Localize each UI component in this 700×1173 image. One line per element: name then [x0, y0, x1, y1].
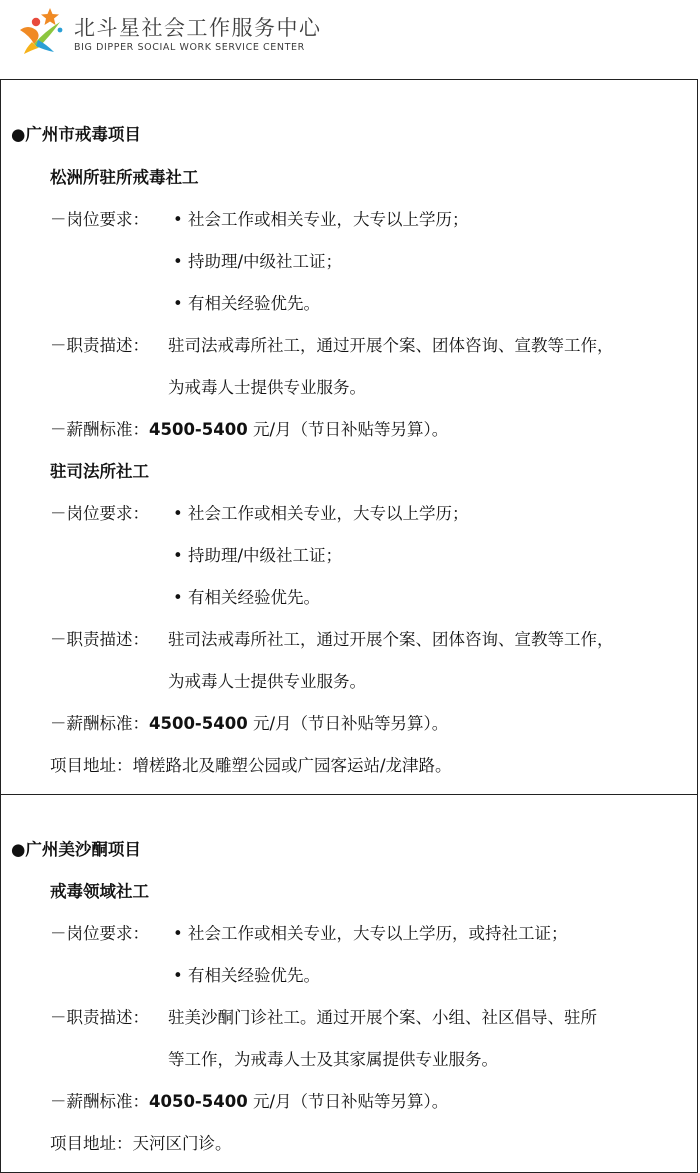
big-dipper-logo-icon [14, 6, 70, 56]
requirement-label: －岗位要求： [50, 504, 149, 523]
salary-label: －薪酬标准： [50, 420, 149, 439]
duty-text: 驻美沙酮门诊社工。通过开展个案、小组、社区倡导、驻所 [168, 1008, 597, 1027]
salary-line [50, 1091, 448, 1113]
duty-label: －职责描述： [50, 1008, 149, 1027]
salary-value: 4050-5400 [149, 1092, 248, 1111]
section-title: ●广州美沙酮项目 [11, 840, 141, 859]
requirement-label: －岗位要求： [50, 210, 149, 229]
org-name-en: BIG DIPPER SOCIAL WORK SERVICE CENTER [74, 42, 305, 53]
requirement-item: • 有相关经验优先。 [173, 588, 320, 607]
requirement-item: • 持助理/中级社工证； [173, 252, 343, 271]
job-title: 松洲所驻所戒毒社工 [50, 168, 199, 187]
duty-text: 驻司法戒毒所社工，通过开展个案、团体咨询、宣教等工作， [168, 630, 614, 649]
requirement-item: • 社会工作或相关专业，大专以上学历，或持社工证； [173, 924, 568, 943]
requirement-item: • 社会工作或相关专业，大专以上学历； [173, 210, 469, 229]
project-address: 项目地址：增槎路北及雕塑公园或广园客运站/龙津路。 [50, 756, 452, 775]
requirement-item: • 有相关经验优先。 [173, 294, 320, 313]
duty-text: 等工作，为戒毒人士及其家属提供专业服务。 [168, 1050, 498, 1069]
job-title: 戒毒领域社工 [50, 882, 149, 901]
salary-label: －薪酬标准： [50, 1092, 149, 1111]
project-section-guangzhou-rehab [0, 79, 698, 795]
requirement-item: • 有相关经验优先。 [173, 966, 320, 985]
salary-line [50, 713, 448, 735]
duty-text: 为戒毒人士提供专业服务。 [168, 378, 366, 397]
salary-line [50, 419, 448, 441]
section-title: ●广州市戒毒项目 [11, 125, 141, 144]
salary-suffix: 元/月（节日补贴等另算）。 [252, 1092, 449, 1111]
requirement-item: • 持助理/中级社工证； [173, 546, 343, 565]
salary-value: 4500-5400 [149, 714, 248, 733]
duty-label: －职责描述： [50, 336, 149, 355]
salary-label: －薪酬标准： [50, 714, 149, 733]
duty-text: 驻司法戒毒所社工，通过开展个案、团体咨询、宣教等工作， [168, 336, 614, 355]
salary-suffix: 元/月（节日补贴等另算）。 [252, 420, 449, 439]
header [0, 0, 700, 79]
salary-suffix: 元/月（节日补贴等另算）。 [252, 714, 449, 733]
job-title: 驻司法所社工 [50, 462, 149, 481]
duty-label: －职责描述： [50, 630, 149, 649]
org-name-cn: 北斗星社会工作服务中心 [74, 16, 322, 40]
requirement-item: • 社会工作或相关专业，大专以上学历； [173, 504, 469, 523]
project-address: 项目地址：天河区门诊。 [50, 1134, 232, 1153]
requirement-label: －岗位要求： [50, 924, 149, 943]
project-section-methadone [0, 794, 698, 1173]
salary-value: 4500-5400 [149, 420, 248, 439]
duty-text: 为戒毒人士提供专业服务。 [168, 672, 366, 691]
